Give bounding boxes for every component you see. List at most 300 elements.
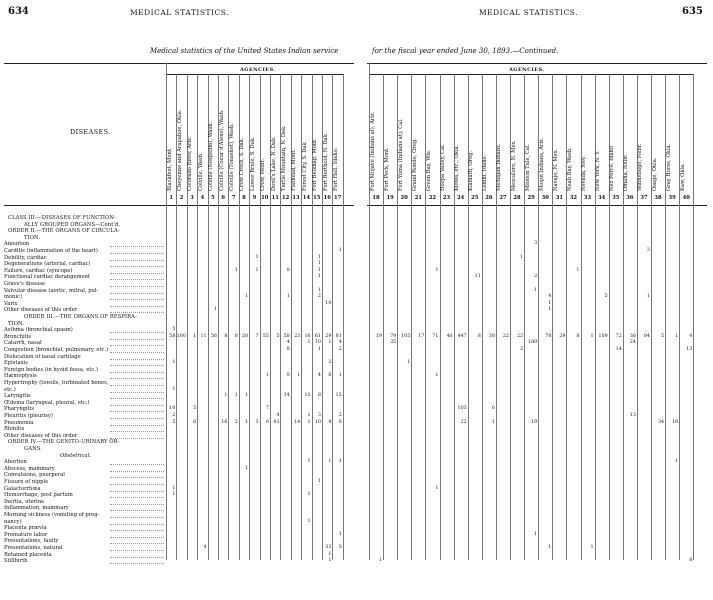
table-cell: 40 xyxy=(446,333,453,339)
leader-dots xyxy=(110,537,164,538)
running-head: MEDICAL STATISTICS. xyxy=(130,8,229,17)
agency-name: Colville (Nespelim), Wash. xyxy=(208,121,215,191)
table-cell: 1 xyxy=(328,551,332,557)
column-number: 28 xyxy=(513,195,521,201)
table-cell: 1 xyxy=(576,267,580,273)
table-cell: 1 xyxy=(307,419,311,425)
table-cell: 3 xyxy=(317,413,321,418)
table-cell: 20 xyxy=(242,333,249,339)
table-cell: 4 xyxy=(689,333,693,339)
table-cell: 1 xyxy=(520,254,524,260)
row-label: Pleuritis (pleurisy) xyxy=(4,413,53,419)
leader-dots xyxy=(110,246,164,247)
row-label: Failure, cardiac (syncope) xyxy=(4,267,73,274)
table-cell: 2 xyxy=(338,413,342,418)
table-cell: 2 xyxy=(317,294,321,300)
table-cell: 1 xyxy=(265,373,269,379)
table-cell: 7 xyxy=(255,333,259,339)
table-cell: 8 xyxy=(286,347,290,352)
table-cell: 1 xyxy=(245,393,249,399)
row-label: ORDER III.—THE ORGANS OF RESPIRA- xyxy=(24,314,137,320)
row-label: Inflammation, mammary xyxy=(4,505,69,512)
table-cell: 1 xyxy=(379,558,383,564)
agency-name: Devil's Lake, N. Dak. xyxy=(270,136,277,191)
table-cell: 2 xyxy=(520,347,524,352)
agency-name: Mescalero, N. Mex. xyxy=(510,139,517,191)
row-label: Other diseases of this order xyxy=(4,432,78,439)
agency-name: New York, N. Y. xyxy=(595,150,602,191)
table-cell: 1 xyxy=(675,333,679,339)
page-number: 634 xyxy=(8,6,29,17)
table-cell: 1 xyxy=(317,479,321,484)
table-cell: 1 xyxy=(307,459,311,465)
table-cell: 2 xyxy=(534,274,538,280)
row-label: Rhinitis xyxy=(4,426,25,433)
table-cell: 1 xyxy=(590,333,594,339)
row-label: Asthma (bronchial spasm) xyxy=(4,327,73,334)
table-cell: 1 xyxy=(317,287,321,293)
leader-dots xyxy=(110,543,164,544)
table-cell: 17 xyxy=(418,333,425,339)
table-cell: 8 xyxy=(234,333,238,339)
leader-dots xyxy=(110,491,164,492)
row-label: Abscess, mammary xyxy=(4,465,55,472)
column-number: 30 xyxy=(541,195,549,201)
table-cell: 14 xyxy=(294,419,301,425)
table-cell: 1 xyxy=(328,459,332,465)
column-number: 25 xyxy=(471,195,479,201)
table-cell: 1 xyxy=(534,531,538,537)
table-cell: 4 xyxy=(548,294,552,300)
agency-name: Hoopa Valley, Cal. xyxy=(440,143,446,191)
table-cell: 1 xyxy=(435,373,439,379)
table-cell: 1 xyxy=(286,294,290,300)
agency-name: Forest City, S. Dak. xyxy=(301,140,308,191)
table-cell: 78 xyxy=(545,333,552,339)
column-number: 40 xyxy=(682,195,690,201)
agency-name: Klamath, Oreg. xyxy=(468,150,475,191)
table-cell: 1 xyxy=(317,347,321,352)
table-cell: 22 xyxy=(460,419,467,425)
leader-dots xyxy=(110,339,164,340)
leader-dots xyxy=(110,365,164,366)
table-cell: 19 xyxy=(531,419,538,425)
table-cell: 5 xyxy=(193,406,197,412)
agency-name: Blackfeet, Mont. xyxy=(166,147,173,191)
table-cell: 1 xyxy=(234,267,238,273)
table-cell: 29 xyxy=(559,333,566,339)
table-cell: 36 xyxy=(629,333,636,339)
table-cell: 6 xyxy=(328,373,332,379)
agency-name: Flathead, Mont. xyxy=(291,148,298,191)
table-cell: 6 xyxy=(265,419,269,425)
column-number: 8 xyxy=(242,195,246,201)
row-label: ORDER II.—THE ORGANS OF CIRCULA- xyxy=(8,228,120,235)
row-label: ORDER IV.—THE GENITO-URINARY OR- xyxy=(8,439,120,446)
column-number: 26 xyxy=(485,195,493,201)
row-label: Grave's disease xyxy=(4,281,45,287)
table-cell: 8 xyxy=(317,393,321,399)
column-number: 6 xyxy=(221,195,225,201)
column-number: 13 xyxy=(292,195,300,201)
leader-dots xyxy=(110,359,164,360)
agencies-rule xyxy=(166,74,343,75)
leader-dots xyxy=(110,266,164,267)
leader-dots xyxy=(110,464,164,465)
table-cell: 16 xyxy=(672,419,679,425)
table-cell: 109 xyxy=(598,333,608,339)
agency-name: Crow Creek, S. Dak. xyxy=(239,137,246,191)
table-cell: 4 xyxy=(317,373,321,379)
table-cell: 84 xyxy=(643,333,650,339)
row-label: Pharyngitis xyxy=(4,406,35,413)
table-cell: 61 xyxy=(314,333,321,339)
table-cell: 1 xyxy=(548,545,552,550)
table-cell: 22 xyxy=(516,333,524,339)
leader-dots xyxy=(110,405,164,406)
leader-dots xyxy=(110,524,164,525)
row-label: CLASS III.—DISEASES OF FUNCTION- xyxy=(8,215,116,221)
column-number: 34 xyxy=(598,195,606,201)
agency-name: Fort Belknap, Mont. xyxy=(312,138,319,191)
table-cell: 8 xyxy=(576,333,580,339)
column-number: 22 xyxy=(428,195,437,201)
leader-dots xyxy=(110,378,164,379)
column-number: 5 xyxy=(210,195,215,201)
leader-dots xyxy=(110,385,164,386)
table-cell: 6 xyxy=(193,419,197,425)
table-cell: 35 xyxy=(390,340,397,346)
leader-dots xyxy=(110,510,164,511)
agency-name: Nevada, Nev. xyxy=(581,156,587,191)
table-cell: 1 xyxy=(328,340,332,346)
leader-dots xyxy=(110,550,164,551)
table-cell: 1 xyxy=(328,558,332,564)
leader-dots xyxy=(110,273,164,274)
table-subtitle: Medical statistics of the United States Indian service xyxy=(150,47,339,55)
table-cell: 1 xyxy=(675,459,679,465)
agency-name: Kiowa, etc., Okla. xyxy=(454,144,461,191)
table-cell: 29 xyxy=(325,333,332,339)
row-label: Placenta prævia xyxy=(4,525,47,532)
leader-dots xyxy=(110,253,164,254)
table-cell: 105 xyxy=(401,333,411,339)
table-cell: 1 xyxy=(317,254,321,260)
table-cell: 58 xyxy=(169,333,176,339)
column-number: 17 xyxy=(333,195,342,201)
column-number: 1 xyxy=(169,195,173,201)
row-label: Fissure of nipple xyxy=(4,479,49,485)
agency-name: Lemhi, Idaho. xyxy=(482,154,489,191)
leader-dots xyxy=(110,299,164,300)
agency-name: Fort Hall, Idaho. xyxy=(332,147,339,191)
row-label: Pneumonia xyxy=(4,419,34,426)
column-divider xyxy=(166,63,167,560)
row-label: Foreign bodies (in hyoid fossa, etc.) xyxy=(4,366,98,373)
row-label: Inertia, uterine xyxy=(4,498,45,505)
table-cell: 3 xyxy=(255,419,259,425)
row-label: Laryngitis xyxy=(4,393,31,400)
agency-name: Osage, Okla. xyxy=(651,157,658,191)
table-cell: 8 xyxy=(477,333,481,339)
agency-name: Fort Peck, Mont. xyxy=(383,147,390,191)
table-cell: 4 xyxy=(203,545,207,550)
row-label: Functional cardiac derangement xyxy=(4,274,91,281)
table-cell: 1 xyxy=(435,267,439,273)
table-cell: 5 xyxy=(276,333,280,339)
table-cell: 1 xyxy=(338,459,342,465)
table-cell: 1 xyxy=(317,274,321,280)
table-cell: 9 xyxy=(286,373,290,379)
table-cell: 55 xyxy=(262,333,269,339)
table-cell: 1 xyxy=(172,485,176,491)
table-cell: 100 xyxy=(176,333,186,339)
row-label: Other diseases of this order xyxy=(4,307,78,314)
table-cell: 1 xyxy=(307,492,311,498)
table-cell: 33 xyxy=(325,545,332,550)
table-cell: 11 xyxy=(200,333,207,339)
table-cell: 2 xyxy=(234,419,238,425)
row-label: Catarrh, nasal xyxy=(4,340,42,347)
row-label: Debility, cardiac xyxy=(4,254,47,261)
row-label: Degenerations (arterial, cardiac) xyxy=(4,261,91,268)
row-label: Stillbirth xyxy=(4,558,28,565)
table-cell: 8 xyxy=(224,333,228,339)
table-cell: 2 xyxy=(172,413,176,418)
table-cell: 5 xyxy=(661,333,665,339)
agency-name: Turtle Mountain, N. Dak. xyxy=(280,125,287,191)
right-page xyxy=(357,0,713,600)
leader-dots xyxy=(110,352,164,353)
table-cell: 16 xyxy=(304,333,311,339)
table-cell: 22 xyxy=(502,333,509,339)
row-label: Valvular disease (aortic, mitral, pul- xyxy=(4,287,99,294)
leader-dots xyxy=(110,286,164,287)
column-number: 12 xyxy=(281,195,290,201)
row-label: Œdema (laryngeal, pleural, etc.) xyxy=(4,399,90,406)
row-label: Bronchitis xyxy=(4,333,32,340)
table-cell: 447 xyxy=(457,333,467,339)
page-number: 635 xyxy=(682,6,703,17)
leader-dots xyxy=(110,530,164,531)
row-label: TION. xyxy=(24,234,41,241)
table-cell: 1 xyxy=(224,393,228,399)
column-number: 31 xyxy=(555,195,563,201)
table-cell: 4 xyxy=(286,340,290,346)
table-subtitle: for the fiscal year ended June 30, 1893.—Continued. xyxy=(372,47,559,55)
column-divider xyxy=(651,74,652,560)
table-cell: 1 xyxy=(172,492,176,498)
table-cell: 58 xyxy=(283,333,290,339)
column-number: 36 xyxy=(626,195,634,201)
table-cell: 1 xyxy=(172,386,176,392)
table-cell: 1 xyxy=(255,267,259,273)
column-number: 14 xyxy=(302,195,310,201)
row-label: Abortion xyxy=(4,459,27,466)
column-number: 37 xyxy=(640,195,648,201)
agency-name: Neah Bay, Wash. xyxy=(566,147,573,191)
table-cell: 1 xyxy=(245,419,249,425)
table-cell: 1 xyxy=(317,261,321,267)
table-cell: 1 xyxy=(193,333,197,339)
table-cell: 1 xyxy=(407,360,411,366)
column-number: 20 xyxy=(400,195,408,201)
table-cell: 13 xyxy=(629,413,636,418)
table-cell: 189 xyxy=(528,340,538,346)
row-label: Galactorrhœa xyxy=(4,485,41,492)
row-label: nancy) xyxy=(4,518,22,525)
row-label: Retained placenta xyxy=(4,551,52,558)
agency-name: Winnebago, Nebr. xyxy=(637,143,644,191)
agency-name: Grand Ronde, Oreg. xyxy=(411,138,418,191)
table-cell: 34 xyxy=(657,419,665,425)
row-label: Hemorrhage, post partum xyxy=(4,492,73,499)
table-cell: 1 xyxy=(534,287,538,293)
leader-dots xyxy=(110,260,164,261)
column-number: 16 xyxy=(323,195,331,201)
table-cell: 5 xyxy=(604,294,608,300)
leader-dots xyxy=(110,372,164,373)
table-cell: 38 xyxy=(488,333,495,339)
leader-dots xyxy=(110,398,164,399)
row-label: Presentations, faulty xyxy=(4,538,59,545)
table-cell: 13 xyxy=(686,347,693,352)
table-cell: 14 xyxy=(283,393,290,399)
table-cell: 5 xyxy=(338,545,342,550)
agency-name: Gray Horse, Okla. xyxy=(665,143,672,191)
table-cell: 14 xyxy=(615,347,622,352)
table-cell: 10 xyxy=(325,300,332,306)
column-number: 4 xyxy=(200,195,205,201)
row-label: GANS. xyxy=(24,446,42,452)
column-number: 19 xyxy=(386,195,394,201)
column-number: 18 xyxy=(372,195,380,201)
leader-dots xyxy=(110,418,164,419)
agency-name: Colville (Coeur d'Alene), Wash. xyxy=(218,109,225,191)
table-cell: 1 xyxy=(435,485,439,491)
table-cell: 1 xyxy=(234,393,238,399)
agency-name: Kaw, Okla. xyxy=(679,163,686,191)
table-cell: 9 xyxy=(328,419,332,425)
agency-name: Fort Berthold, N. Dak. xyxy=(322,132,329,191)
table-cell: 3 xyxy=(534,241,538,247)
agency-name: Mission Tule, Cal. xyxy=(524,143,531,191)
agency-name: Michigan Indians. xyxy=(496,143,503,191)
table-cell: 1 xyxy=(245,465,249,471)
leader-dots xyxy=(110,431,164,432)
row-label: TION. xyxy=(8,320,25,327)
table-cell: 81 xyxy=(335,333,342,339)
table-cell: 10 xyxy=(314,419,321,425)
column-number: 7 xyxy=(231,195,236,201)
table-cell: 1 xyxy=(307,518,311,524)
header-bottom-rule xyxy=(367,205,707,206)
column-number: 38 xyxy=(654,195,662,201)
row-label: Premature labor xyxy=(4,531,48,538)
row-label: Congestion (bronchial, pulmonary, etc.) xyxy=(4,347,109,353)
agency-name: Colville, Wash. xyxy=(197,152,204,191)
row-label: Varix xyxy=(4,300,18,307)
row-label: Epistaxis xyxy=(4,360,28,367)
column-number: 24 xyxy=(457,195,465,201)
row-label: Presentations, natural xyxy=(4,545,63,551)
column-number: 33 xyxy=(583,195,592,201)
agency-name: Green Bay, Wis. xyxy=(425,149,432,191)
table-cell: 6 xyxy=(491,406,495,412)
leader-dots xyxy=(110,293,164,294)
table-cell: 1 xyxy=(255,254,259,260)
agency-name: Moqui Indians, Ariz. xyxy=(538,137,545,191)
row-label: Morning sickness (vomiting of preg- xyxy=(4,512,100,518)
row-label: Convulsions, puerperal xyxy=(4,472,65,479)
row-label: Hæmoptysis xyxy=(4,373,37,380)
table-cell: 79 xyxy=(390,333,397,339)
leader-dots xyxy=(110,425,164,426)
column-number: 39 xyxy=(668,195,676,201)
leader-dots xyxy=(110,563,164,564)
table-cell: 10 xyxy=(314,340,321,346)
table-cell: 1 xyxy=(491,419,495,425)
table-cell: 5 xyxy=(172,327,176,333)
table-cell: 43 xyxy=(273,419,280,425)
leader-dots xyxy=(110,279,164,280)
table-cell: 56 xyxy=(210,333,217,339)
table-cell: 1 xyxy=(338,531,342,537)
row-label: Dislocation of nasal cartilage xyxy=(4,353,81,360)
table-cell: 24 xyxy=(629,340,636,346)
agency-name: Fort Yuma (Indians at), Cal. xyxy=(397,118,404,191)
leader-dots xyxy=(110,392,164,393)
column-divider xyxy=(693,74,694,560)
table-cell: 23 xyxy=(294,333,301,339)
agencies-header: AGENCIES. xyxy=(240,67,276,73)
agencies-header: AGENCIES. xyxy=(509,67,545,73)
table-cell: 2 xyxy=(338,347,342,352)
table-cell: 103 xyxy=(457,406,467,412)
leader-dots xyxy=(110,345,164,346)
column-number: 3 xyxy=(190,195,194,201)
table-cell: 1 xyxy=(307,413,311,418)
table-cell: 1 xyxy=(338,248,342,253)
table-cell: 71 xyxy=(432,333,439,339)
leader-dots xyxy=(110,332,164,333)
row-label: ALLY GROUPED ORGANS—Cont'd. xyxy=(24,221,121,228)
table-cell: 4 xyxy=(338,340,342,346)
column-number: 11 xyxy=(271,195,279,201)
column-number: 32 xyxy=(569,195,578,201)
table-cell: 3 xyxy=(646,248,650,253)
running-head: MEDICAL STATISTICS. xyxy=(479,8,578,17)
row-label: Hypertrophy (tonsils, turbinated bones, xyxy=(4,380,109,386)
leader-dots xyxy=(110,557,164,558)
agency-name: Nez Percé, Idaho xyxy=(609,146,616,191)
leader-dots xyxy=(110,504,164,505)
table-cell: 5 xyxy=(172,419,176,425)
column-number: 23 xyxy=(442,195,451,201)
table-cell: 11 xyxy=(474,274,481,280)
row-label: Obstetrical. xyxy=(60,452,91,459)
row-label: Aneurism xyxy=(4,241,30,248)
header-top-rule xyxy=(4,63,354,64)
leader-dots xyxy=(110,484,164,485)
table-cell: 1 xyxy=(307,340,311,346)
table-cell: 19 xyxy=(375,333,383,339)
table-cell: 1 xyxy=(245,294,249,300)
agency-name: Lower Brulé, S. Dak. xyxy=(249,136,256,191)
column-number: 10 xyxy=(261,195,269,201)
table-cell: 1 xyxy=(548,300,552,306)
leader-dots xyxy=(110,517,164,518)
